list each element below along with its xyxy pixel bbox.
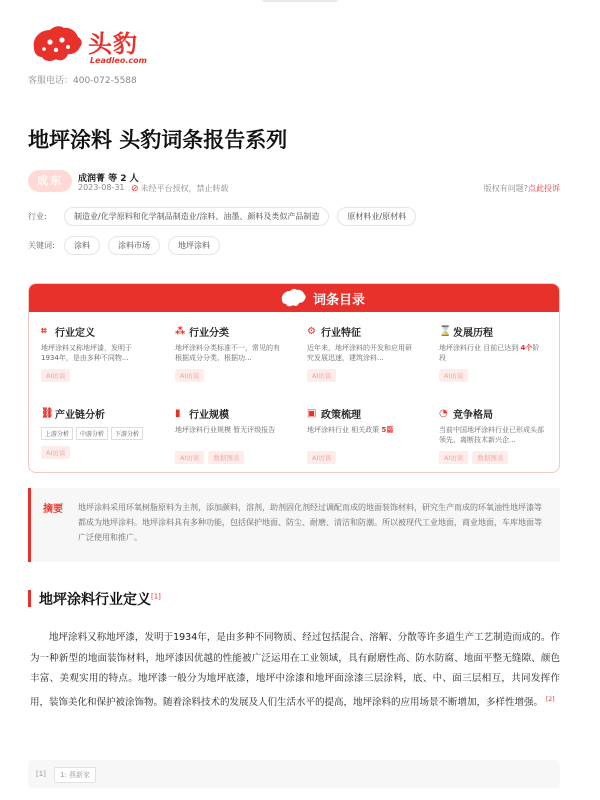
catalog-grid: [41, 324, 560, 473]
leopard-catalog-icon: [279, 287, 307, 309]
data-chart-chip[interactable]: 数据图表: [208, 451, 244, 464]
abstract-box: [28, 488, 560, 562]
section-accent-bar: [28, 590, 31, 607]
brand-site: Leadleo.com: [90, 56, 147, 65]
catalog-panel: [28, 283, 560, 473]
title-reference[interactable]: [1]: [151, 592, 161, 601]
reference-box: [28, 760, 560, 788]
complaint-link[interactable]: 点此投诉: [528, 184, 560, 193]
industry-row: [28, 207, 424, 226]
abstract-text: 地坪涂料采用环氧树脂原料为主剂，添加颜料，溶剂，助剂固化剂经过调配而成的地面装饰材料，研究生产而成的环氧油性地坪漆等都成为地坪涂料。地坪涂料具有多种功能，包括保护地面、防尘、耐磨、清洁和防潮。所以被现代工业地面，商业地面，车库地面等广泛使用和推广。: [78, 503, 542, 542]
ai-interview-chip[interactable]: AI访谈: [41, 369, 70, 382]
ai-interview-chip[interactable]: AI访谈: [175, 369, 204, 382]
catalog-item-history[interactable]: ⌛ 发展历程 地坪涂料行业 目前已达到 4个阶段 AI访谈: [439, 326, 540, 380]
ai-interview-chip[interactable]: AI访谈: [307, 451, 336, 464]
author-avatar[interactable]: 成东: [28, 170, 72, 192]
keyword-tag[interactable]: 涂料: [64, 236, 100, 255]
catalog-item-policy[interactable]: ▣ 政策梳理 地坪涂料行业 相关政策 5篇 AI访谈: [307, 408, 394, 462]
catalog-item-classification[interactable]: ⁂ 行业分类 地坪涂料分类标准不一，常见的有根据成分分类、根据功... AI访谈: [175, 326, 280, 380]
abstract-label: 摘要: [43, 504, 63, 515]
industry-label: 行业:: [28, 212, 47, 221]
customer-hotline: 客服电话：400-072-5588: [28, 76, 137, 86]
keyword-tag[interactable]: 地坪涂料: [168, 236, 220, 255]
chain-icon: ⛓: [41, 408, 54, 419]
subtag-midstream[interactable]: 中游分析: [76, 427, 108, 440]
page-title: 地坪涂料 头豹词条报告系列: [28, 128, 288, 152]
catalog-item-chain[interactable]: ⛓ 产业链分析 上游分析 中游分析 下游分析 AI访谈: [41, 406, 171, 473]
subtag-upstream[interactable]: 上游分析: [41, 427, 73, 440]
reference-number: [1]: [36, 770, 46, 778]
copyright-note: ⊘ 未经平台授权，禁止转载: [131, 184, 229, 194]
forbidden-icon: ⊘: [131, 184, 139, 194]
classification-icon: ⁂: [175, 326, 186, 337]
copyright-feedback: 版权有问题?点此投诉: [483, 184, 560, 193]
section-body: 地坪涂料又称地坪漆，发明于1934年，是由多种不同物质、经过包括混合、溶解、分散等许多道生产工艺制造而成的。作为一种新型的地面装饰材料，地坪漆因优越的性能被广泛运用在工业领域，具有耐磨性高、防水防腐、地面平整无缝隙、颜色丰富、美观实用的特点。地坪漆一般分为地坪底漆，地坪中涂漆和地坪面涂漆三层涂料，底、中、面三层相互，共同发挥作用，装饰美化和保护被涂饰物。随着涂料技术的发展及人们生活水平的提高，地坪涂料的应用场景不断增加，多样性增强。 [2]: [30, 632, 560, 708]
keyword-tag[interactable]: 涂料市场: [108, 236, 160, 255]
ai-interview-chip[interactable]: AI访谈: [41, 446, 70, 459]
industry-tag[interactable]: 原材料业/原材料: [337, 207, 416, 226]
scale-icon: ▮: [175, 408, 181, 419]
history-icon: ⌛: [439, 326, 452, 337]
keywords-label: 关键词:: [28, 241, 55, 250]
section-title: 地坪涂料行业定义[1]: [39, 592, 161, 608]
subtag-downstream[interactable]: 下游分析: [111, 427, 143, 440]
reference-chip[interactable]: 1: 燕新家: [54, 767, 96, 783]
author-name[interactable]: 成润菁 等 2 人: [78, 174, 139, 184]
publish-date: 2023-08-31: [78, 183, 125, 192]
top-scrollbar-hint: [0, 0, 600, 4]
catalog-item-feature[interactable]: ⚙ 行业特征 近年来，地坪涂料的开发和应用研究发展迅速，建筑涂料... AI访谈: [307, 326, 412, 380]
ai-interview-chip[interactable]: AI访谈: [175, 451, 204, 464]
definition-icon: ⌗: [41, 326, 47, 337]
competition-icon: ◔: [439, 408, 448, 419]
industry-tag[interactable]: 制造业/化学原料和化学制品制造业/涂料、油墨、颜料及类似产品制造: [64, 207, 329, 226]
keywords-row: [28, 236, 228, 255]
catalog-item-definition[interactable]: ⌗ 行业定义 地坪涂料又称地坪漆，发明于1934年，是由多种不同物... AI访谈: [41, 326, 132, 380]
ai-interview-chip[interactable]: AI访谈: [439, 369, 468, 382]
data-chart-chip[interactable]: 数据图表: [472, 451, 508, 464]
ai-interview-chip[interactable]: AI访谈: [439, 451, 468, 464]
ai-interview-chip[interactable]: AI访谈: [307, 369, 336, 382]
policy-icon: ▣: [307, 408, 317, 419]
leopard-logo-icon: [28, 22, 84, 66]
leadleo-logo[interactable]: [28, 20, 158, 70]
catalog-title: 词条目录: [313, 293, 366, 308]
catalog-item-competition[interactable]: ◔ 竞争格局 当前中国地坪涂料行业已形成头部领先、离断技术新兴企... AI访谈 数据图表: [439, 408, 544, 462]
body-reference[interactable]: [2]: [546, 695, 555, 703]
brand-name: 头豹: [88, 30, 138, 58]
catalog-item-scale[interactable]: ▮ 行业规模 地坪涂料行业规模 暂无评级报告 AI访谈 数据图表: [175, 408, 276, 462]
catalog-header: [29, 284, 559, 312]
feature-icon: ⚙: [307, 326, 316, 337]
